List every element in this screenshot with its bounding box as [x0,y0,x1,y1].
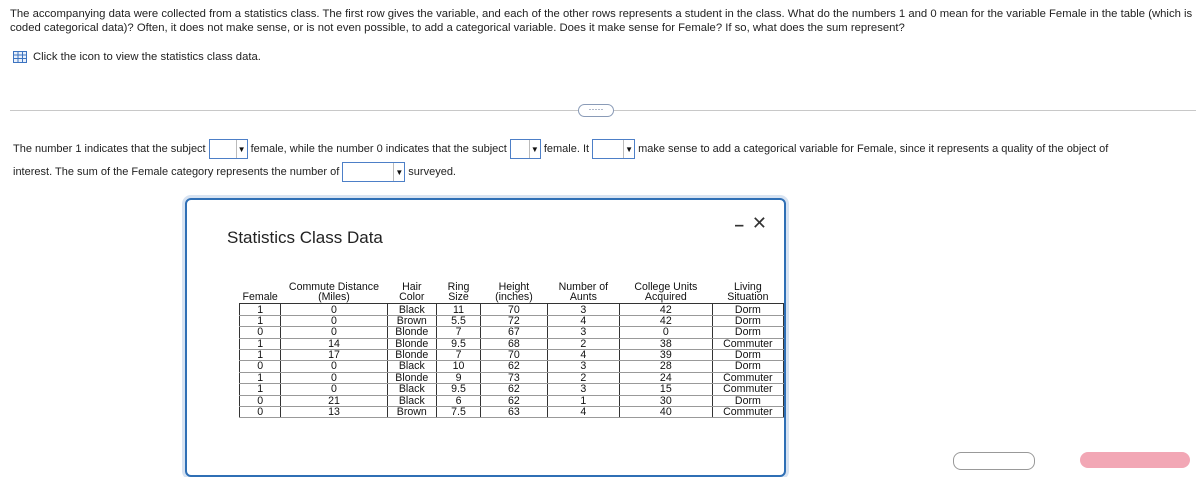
table-header-cell: Ring Size [447,281,470,304]
table-cell: 0 [281,327,387,338]
table-icon[interactable] [13,51,27,63]
table-cell: 0 [281,384,387,395]
dialog-title: Statistics Class Data [227,228,383,247]
table-header-cell: Living Situation [727,281,769,304]
table-cell: 40 [619,406,712,417]
table-cell: 21 [281,395,387,406]
caret-down-icon: ▼ [236,140,247,158]
table-cell: 7.5 [437,406,481,417]
table-cell: 0 [240,361,281,372]
table-cell: 1 [240,384,281,395]
table-cell: Blonde [387,349,436,360]
table-cell: Dorm [712,327,783,338]
table-cell: 11 [437,304,481,315]
table-cell: 7 [437,349,481,360]
table-cell: Brown [387,315,436,326]
close-icon[interactable]: ✕ [751,213,767,233]
table-cell: Blonde [387,338,436,349]
view-data-link[interactable] [13,51,261,63]
table-row [240,361,784,372]
table-cell: 0 [281,361,387,372]
table-cell: 28 [619,361,712,372]
table-cell: 6 [437,395,481,406]
table-row [240,327,784,338]
table-cell: 4 [547,406,619,417]
table-row [240,395,784,406]
caret-down-icon: ▼ [393,163,404,181]
table-cell: 73 [481,372,548,383]
table-cell: 9 [437,372,481,383]
table-cell: Brown [387,406,436,417]
table-cell: 13 [281,406,387,417]
table-cell: 39 [619,349,712,360]
table-row [240,315,784,326]
data-dialog [185,198,786,477]
table-cell: 9.5 [437,384,481,395]
table-cell: 70 [481,349,548,360]
table-header-cell: College Units Acquired [634,281,698,304]
table-cell: 1 [240,315,281,326]
table-cell: Dorm [712,315,783,326]
table-cell: 15 [619,384,712,395]
table-cell: Blonde [387,372,436,383]
table-cell: 3 [547,384,619,395]
table-cell: 1 [547,395,619,406]
table-cell: 7 [437,327,481,338]
bottom-button-outline[interactable] [953,452,1035,470]
table-cell: 2 [547,338,619,349]
table-header-cell: Number of Aunts [558,281,609,304]
table-cell: 4 [547,315,619,326]
table-cell: Black [387,304,436,315]
table-cell: 30 [619,395,712,406]
dropdown-1[interactable] [209,139,248,159]
table-cell: 5.5 [437,315,481,326]
table-cell: 3 [547,304,619,315]
answer-text-6: surveyed. [408,166,456,178]
table-cell: 0 [281,315,387,326]
table-header-cell: Commute Distance (Miles) [288,281,379,304]
table-cell: Black [387,361,436,372]
table-cell: 1 [240,349,281,360]
table-cell: 1 [240,338,281,349]
table-cell: 4 [547,349,619,360]
table-cell: Commuter [712,406,783,417]
dropdown-3[interactable] [592,139,635,159]
table-cell: Black [387,395,436,406]
answer-text-3: female. It [543,143,590,155]
table-row [240,384,784,395]
caret-down-icon: ▼ [623,140,634,158]
table-cell: 0 [240,406,281,417]
table-header-cell: Hair Color [399,281,425,304]
table-cell: 3 [547,327,619,338]
table-cell: Black [387,384,436,395]
table-cell: 0 [240,327,281,338]
table-cell: 0 [281,304,387,315]
table-cell: 72 [481,315,548,326]
table-cell: 2 [547,372,619,383]
data-table [239,282,784,418]
table-cell: 62 [481,384,548,395]
dropdown-2[interactable] [510,139,541,159]
table-cell: Dorm [712,349,783,360]
table-cell: 3 [547,361,619,372]
table-row [240,338,784,349]
table-cell: Dorm [712,361,783,372]
table-cell: 0 [619,327,712,338]
answer-text-5: interest. The sum of the Female category represents the number of [13,166,340,178]
table-cell: 0 [240,395,281,406]
table-cell: Blonde [387,327,436,338]
table-header-cell: Female [242,291,278,304]
table-cell: 17 [281,349,387,360]
table-cell: 68 [481,338,548,349]
table-cell: 9.5 [437,338,481,349]
answer-text-1: The number 1 indicates that the subject [13,143,206,155]
table-cell: Dorm [712,304,783,315]
table-cell: 42 [619,315,712,326]
table-cell: 63 [481,406,548,417]
table-cell: 1 [240,304,281,315]
table-cell: Commuter [712,338,783,349]
bottom-button-filled[interactable] [1080,452,1190,468]
table-cell: 38 [619,338,712,349]
question-text: The accompanying data were collected from a statistics class. The first row gives the variable, and each of the other rows represents a student in the class. What do the numbers 1 and 0 mean for the variable Female in the table (which is coded categorical data)? Often, it does not make sense, or is not even possible, to add a categorical variable. Does it make sense for Female? If so, what does the sum represent? [10,8,1193,34]
minimize-icon[interactable]: – [734,215,744,234]
table-cell: 24 [619,372,712,383]
table-cell: 70 [481,304,548,315]
table-cell: 62 [481,361,548,372]
answer-line-1 [13,139,1108,159]
expand-button[interactable]: ····· [578,104,614,117]
table-row [240,406,784,417]
table-row [240,349,784,360]
table-cell: 42 [619,304,712,315]
table-cell: 0 [281,372,387,383]
table-cell: Dorm [712,395,783,406]
table-cell: 14 [281,338,387,349]
table-cell: Commuter [712,384,783,395]
table-cell: 62 [481,395,548,406]
table-cell: 10 [437,361,481,372]
answer-line-2 [13,162,456,182]
table-row [240,304,784,315]
table-cell: Commuter [712,372,783,383]
table-header-cell: Height (inches) [495,281,533,304]
caret-down-icon: ▼ [529,140,540,158]
table-cell: 67 [481,327,548,338]
answer-text-2: female, while the number 0 indicates that the subject [250,143,507,155]
view-data-link-label[interactable]: Click the icon to view the statistics class data. [33,51,261,63]
dropdown-4[interactable] [342,162,405,182]
answer-text-4: make sense to add a categorical variable for Female, since it represents a quality of the object of [638,143,1109,155]
table-row [240,372,784,383]
table-cell: 1 [240,372,281,383]
